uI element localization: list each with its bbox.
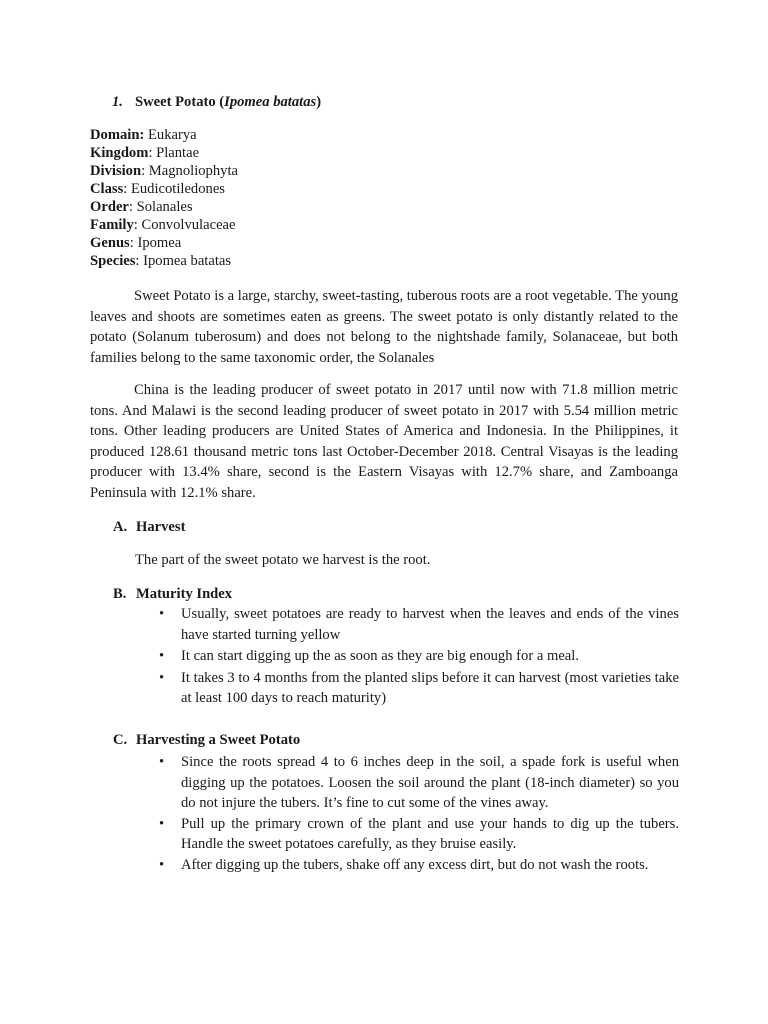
section-heading-text: Harvesting a Sweet Potato bbox=[136, 732, 301, 748]
taxonomy-row-order bbox=[90, 198, 238, 216]
taxonomy-row-genus bbox=[90, 234, 238, 252]
taxonomy-label: Division bbox=[90, 163, 142, 179]
bullet-icon: • bbox=[159, 815, 165, 832]
taxonomy-label: Genus bbox=[90, 235, 130, 251]
production-paragraph: China is the leading producer of sweet potato in 2017 until now with 71.8 million metric tons. And Malawi is the second leading producer of sweet potato in 2017 with 5.54 million metric tons. Other leading producers are United States of America and Indonesia. In the Philippines, it produced 128.61 thousand metric tons last October-December 2018. Central Visayas is the leading producer with 13.4% share, second is the Eastern Visayas with 12.7% share, and Zamboanga Peninsula with 12.1% share. bbox=[90, 382, 678, 501]
harvesting-bullet-list bbox=[159, 752, 679, 875]
section-heading-harvest bbox=[113, 518, 185, 536]
taxonomy-row-species bbox=[90, 252, 238, 270]
taxonomy-row-division bbox=[90, 162, 238, 180]
taxonomy-row-family bbox=[90, 216, 238, 234]
title-close-paren: ) bbox=[316, 94, 322, 110]
list-item bbox=[159, 668, 679, 709]
bullet-icon: • bbox=[159, 606, 165, 622]
bullet-icon: • bbox=[159, 754, 165, 770]
taxonomy-label: Family bbox=[90, 217, 134, 233]
section-heading-harvesting bbox=[113, 731, 300, 749]
taxonomy-value: : Magnoliophyta bbox=[141, 163, 238, 179]
section-letter: A. bbox=[113, 519, 128, 535]
taxonomy-value: : Convolvulaceae bbox=[133, 217, 236, 233]
list-item-text: It takes 3 to 4 months from the planted slips before it can harvest (most varieties take at least 100 days to reach maturity) bbox=[181, 669, 679, 706]
list-item bbox=[159, 604, 679, 645]
taxonomy-row-kingdom bbox=[90, 144, 238, 162]
section-heading-maturity bbox=[113, 585, 232, 603]
taxonomy-label: Species bbox=[90, 253, 136, 269]
taxonomy-value: : Eudicotiledones bbox=[123, 181, 225, 197]
list-item-text: Usually, sweet potatoes are ready to harvest when the leaves and ends of the vines have started turning yellow bbox=[181, 606, 679, 643]
list-item-text: Since the roots spread 4 to 6 inches deep in the soil, a spade fork is useful when digging up the potatoes. Loosen the soil around the plant (18-inch diameter) so you do not injure the tubers. It’s fine to cut some of the vines away. bbox=[181, 754, 679, 811]
list-item-text: After digging up the tubers, shake off any excess dirt, but do not wash the roots. bbox=[181, 856, 649, 873]
taxonomy-label: Domain: bbox=[90, 127, 145, 143]
list-item bbox=[159, 814, 679, 855]
bullet-icon: • bbox=[159, 669, 165, 686]
taxonomy-value: : Ipomea batatas bbox=[135, 253, 232, 269]
maturity-bullet-list bbox=[159, 604, 679, 709]
taxonomy-value: : Solanales bbox=[128, 199, 193, 215]
list-item bbox=[159, 646, 679, 667]
title-scientific-name: Ipomea batatas bbox=[224, 94, 317, 110]
title-number: 1. bbox=[112, 94, 123, 110]
taxonomy-label: Order bbox=[90, 199, 129, 215]
taxonomy-value: Eukarya bbox=[144, 127, 197, 143]
taxonomy-label: Class bbox=[90, 181, 124, 197]
taxonomy-value: : Plantae bbox=[148, 145, 200, 161]
list-item bbox=[159, 855, 679, 876]
list-item-text: It can start digging up the as soon as they are big enough for a meal. bbox=[181, 648, 579, 664]
section-letter: C. bbox=[113, 732, 128, 748]
harvest-text: The part of the sweet potato we harvest is the root. bbox=[135, 552, 431, 568]
section-heading-text: Maturity Index bbox=[136, 586, 233, 602]
bullet-icon: • bbox=[159, 648, 165, 664]
section-heading-text: Harvest bbox=[136, 519, 186, 535]
description-paragraph: Sweet Potato is a large, starchy, sweet-tasting, tuberous roots are a root vegetable. The young leaves and shoots are sometimes eaten as greens. The sweet potato is only distantly related to the potato (Solanum tuberosum) and does not belong to the nightshade family, Solanaceae, but both families belong to the same taxonomic order, the Solanales bbox=[90, 288, 679, 366]
taxonomy-list bbox=[90, 126, 238, 270]
list-item-text: Pull up the primary crown of the plant and use your hands to dig up the tubers. Handle the sweet potatoes carefully, as they bruise easily. bbox=[181, 815, 679, 852]
bullet-icon: • bbox=[159, 856, 165, 873]
document-title bbox=[112, 93, 321, 111]
title-common-name: Sweet Potato ( bbox=[135, 94, 225, 110]
taxonomy-label: Kingdom bbox=[90, 145, 149, 161]
taxonomy-row-domain bbox=[90, 126, 238, 144]
section-letter: B. bbox=[113, 586, 127, 602]
taxonomy-value: : Ipomea bbox=[129, 235, 182, 251]
list-item bbox=[159, 752, 679, 814]
taxonomy-row-class bbox=[90, 180, 238, 198]
